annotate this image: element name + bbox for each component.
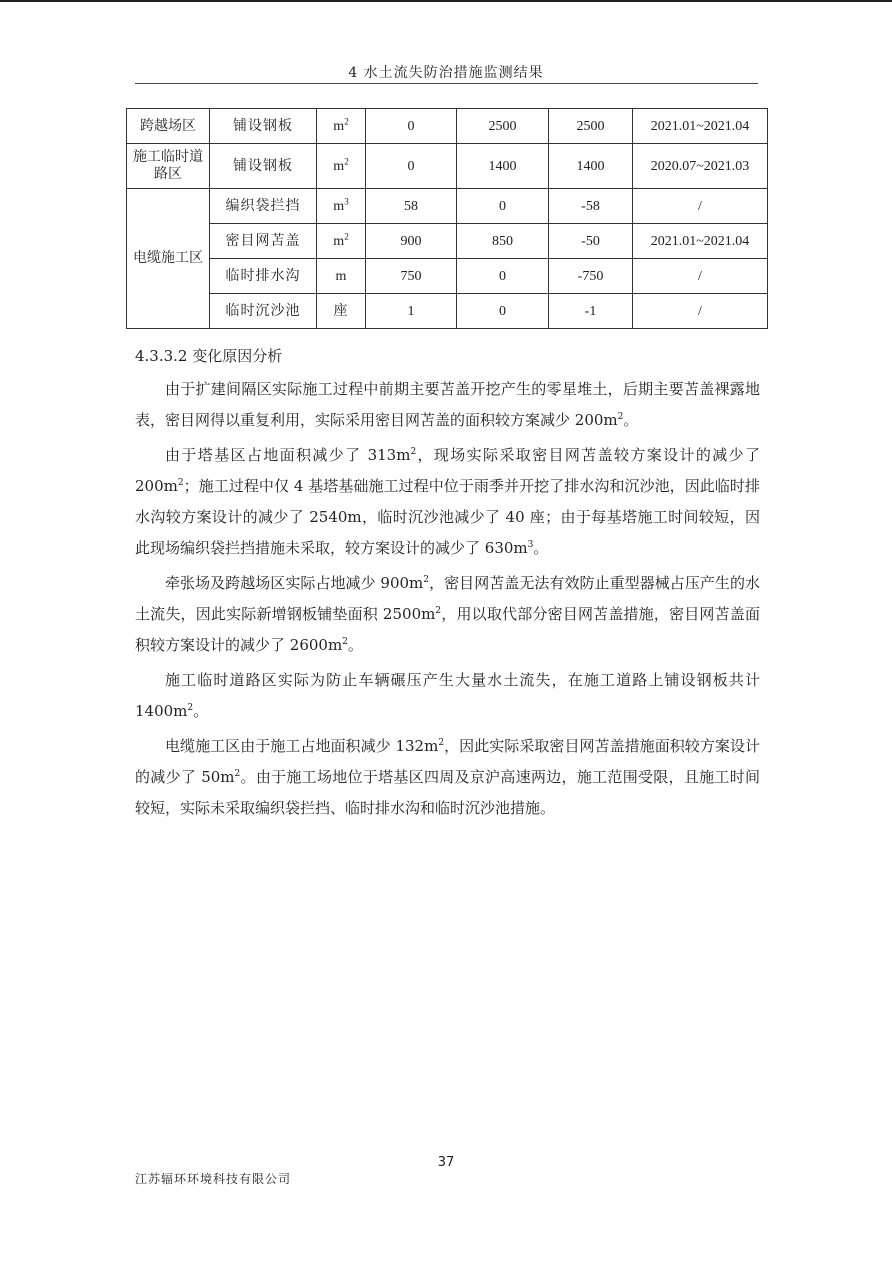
table-cell-unit: m — [317, 259, 366, 294]
table-cell-period: / — [633, 259, 768, 294]
table-cell-actual: 0 — [457, 189, 549, 224]
table-cell-actual: 2500 — [457, 109, 549, 144]
top-border-line — [0, 0, 892, 2]
footer-company: 江苏辐环环境科技有限公司 — [135, 1172, 292, 1186]
table-cell-planned: 1 — [366, 294, 457, 329]
table-cell-period: 2021.01~2021.04 — [633, 109, 768, 144]
table-cell-measure: 临时沉沙池 — [210, 294, 317, 329]
table-row — [127, 189, 768, 224]
table-cell-unit: 座 — [317, 294, 366, 329]
table-cell-planned: 900 — [366, 224, 457, 259]
table-cell-planned: 0 — [366, 109, 457, 144]
paragraph: 电缆施工区由于施工占地面积减少 $132m^2$，因此实际采取密目网苫盖措施面积较方案设计的减少了 $50m^2$。由于施工场地位于塔基区四周及京沪高速两边，施工范围受限，且施工时间较短，实际未采取编织袋拦挡、临时排水沟和临时沉沙池措施。 — [135, 737, 760, 817]
table-cell-unit: $m^2$ — [317, 109, 366, 144]
table-cell-change: -50 — [549, 224, 633, 259]
table-cell-actual: 850 — [457, 224, 549, 259]
table-cell-planned: 58 — [366, 189, 457, 224]
table-cell-period: / — [633, 189, 768, 224]
table-cell-unit: $m^2$ — [317, 224, 366, 259]
table-cell-change: 2500 — [549, 109, 633, 144]
table-row — [127, 294, 768, 329]
table-cell-unit: $m^3$ — [317, 189, 366, 224]
paragraph: 由于塔基区占地面积减少了 $313m^2$，现场实际采取密目网苫盖较方案设计的减少了 $200m^2$；施工过程中仅 4 基塔基础施工过程中位于雨季并开挖了排水沟和沉沙池，因此临时排水沟较方案设计的减少了 2540m，临时沉沙池减少了 40 座；由于每基塔施工时间较短，因此现场编织袋拦挡措施未采取，较方案设计的减少了 $630m^3$。 — [135, 446, 760, 557]
page-number: 37 — [437, 1155, 455, 1170]
analysis-section — [135, 341, 760, 828]
table-cell-measure: 铺设钢板 — [210, 144, 317, 189]
header-rule — [135, 83, 758, 84]
table-cell-measure: 临时排水沟 — [210, 259, 317, 294]
table-cell-planned: 750 — [366, 259, 457, 294]
table-cell-unit: $m^2$ — [317, 144, 366, 189]
table-cell-measure: 编织袋拦挡 — [210, 189, 317, 224]
paragraph: 牵张场及跨越场区实际占地减少 $900m^2$，密目网苫盖无法有效防止重型器械占压产生的水土流失，因此实际新增钢板铺垫面积 $2500m^2$，用以取代部分密目网苫盖措施，密目网苫盖面积较方案设计的减少了 $2600m^2$。 — [135, 574, 760, 654]
table-row — [127, 109, 768, 144]
table-cell-period: / — [633, 294, 768, 329]
table-cell-actual: 0 — [457, 259, 549, 294]
section-heading: 4.3.3.2 变化原因分析 — [135, 347, 283, 365]
table-cell-planned: 0 — [366, 144, 457, 189]
table-cell-change: -58 — [549, 189, 633, 224]
table-cell-measure: 铺设钢板 — [210, 109, 317, 144]
running-header: 4 水土流失防治措施监测结果 — [348, 65, 544, 81]
table-cell-measure: 密目网苫盖 — [210, 224, 317, 259]
measures-table — [126, 108, 768, 329]
table-cell-period: 2021.01~2021.04 — [633, 224, 768, 259]
table-cell-change: -750 — [549, 259, 633, 294]
table-cell-change: -1 — [549, 294, 633, 329]
paragraph: 由于扩建间隔区实际施工过程中前期主要苫盖开挖产生的零星堆土，后期主要苫盖裸露地表，密目网得以重复利用，实际采用密目网苫盖的面积较方案减少 $200m^2$。 — [135, 380, 760, 429]
table-row — [127, 224, 768, 259]
paragraph: 施工临时道路区实际为防止车辆碾压产生大量水土流失，在施工道路上铺设钢板共计 $1400m^2$。 — [135, 671, 760, 720]
table-cell-area: 跨越场区 — [127, 109, 210, 144]
table-row — [127, 259, 768, 294]
table-cell-area: 电缆施工区 — [127, 189, 210, 329]
table-row — [127, 144, 768, 189]
table-cell-area: 施工临时道路区 — [127, 144, 210, 189]
table-cell-change: 1400 — [549, 144, 633, 189]
table-cell-actual: 0 — [457, 294, 549, 329]
table-cell-period: 2020.07~2021.03 — [633, 144, 768, 189]
table-cell-actual: 1400 — [457, 144, 549, 189]
